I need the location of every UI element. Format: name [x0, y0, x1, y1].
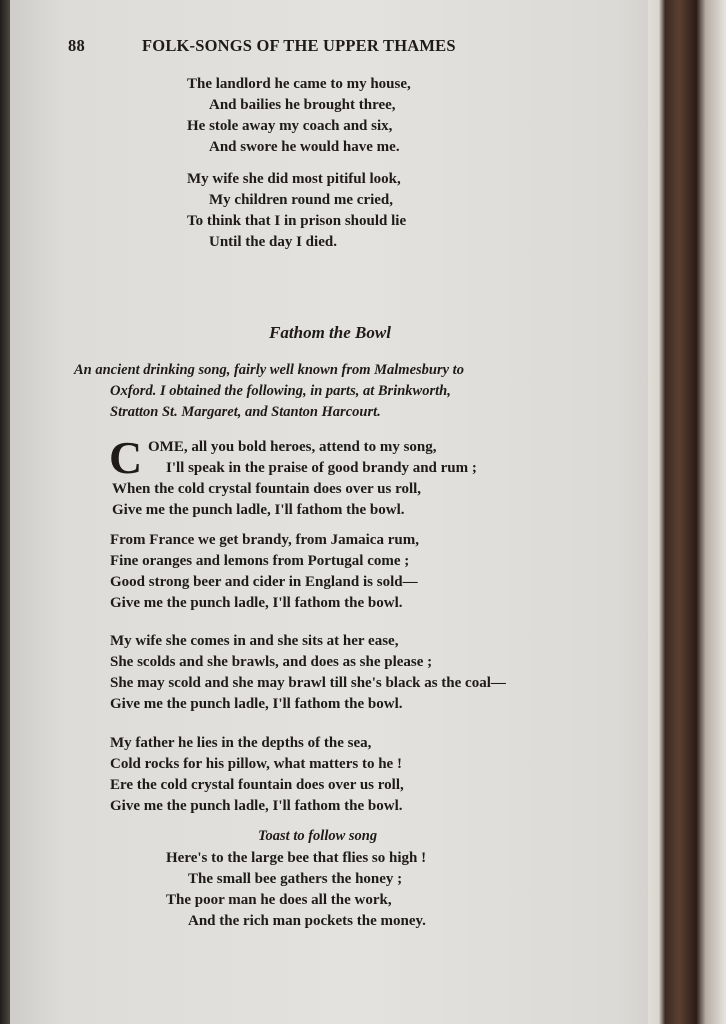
verse-line: When the cold crystal fountain does over us roll,	[112, 481, 422, 497]
intro-line: Oxford. I obtained the following, in parts, at Brinkworth,	[110, 383, 451, 399]
toast-heading: Toast to follow song	[258, 828, 378, 844]
verse-line: I'll speak in the praise of good brandy and rum ;	[166, 460, 477, 476]
verse-line: My children round me cried,	[209, 192, 394, 208]
verse-line: The landlord he came to my house,	[187, 76, 411, 92]
running-title: FOLK-SONGS OF THE UPPER THAMES	[142, 36, 456, 55]
verse-line: Cold rocks for his pillow, what matters to he !	[110, 756, 402, 772]
verse-line: She may scold and she may brawl till she's black as the coal—	[110, 675, 506, 691]
song-title: Fathom the Bowl	[269, 323, 391, 342]
verse-line: Give me the punch ladle, I'll fathom the bowl.	[110, 696, 403, 712]
previous-song-stanza-1	[187, 74, 411, 158]
verse-line: He stole away my coach and six,	[187, 118, 393, 134]
drop-cap: C	[109, 432, 143, 483]
song-stanza-3	[110, 631, 506, 715]
verse-line: Good strong beer and cider in England is sold—	[110, 574, 418, 590]
verse-line: OME, all you bold heroes, attend to my song,	[148, 439, 437, 455]
verse-line: Here's to the large bee that flies so high !	[166, 850, 427, 866]
verse-line: And bailies he brought three,	[209, 97, 396, 113]
verse-line: My wife she comes in and she sits at her ease,	[110, 633, 399, 649]
verse-line: My wife she did most pitiful look,	[187, 171, 401, 187]
verse-line: The poor man he does all the work,	[166, 892, 392, 908]
song-introduction	[74, 360, 594, 423]
verse-line: Give me the punch ladle, I'll fathom the bowl.	[112, 502, 405, 518]
song-stanza-4	[110, 733, 404, 817]
intro-line: Stratton St. Margaret, and Stanton Harcourt.	[110, 404, 381, 420]
page-number: 88	[68, 36, 85, 55]
book-binding-edge	[648, 0, 726, 1024]
verse-line: Ere the cold crystal fountain does over us roll,	[110, 777, 404, 793]
verse-line: Until the day I died.	[209, 234, 337, 250]
verse-line: Give me the punch ladle, I'll fathom the bowl.	[110, 595, 403, 611]
verse-line: From France we get brandy, from Jamaica rum,	[110, 532, 419, 548]
toast-stanza	[166, 848, 426, 932]
song-stanza-1	[109, 432, 477, 521]
verse-line: My father he lies in the depths of the sea,	[110, 735, 372, 751]
verse-line: And the rich man pockets the money.	[188, 913, 426, 929]
verse-line: The small bee gathers the honey ;	[188, 871, 403, 887]
song-stanza-2	[110, 530, 419, 614]
verse-line: And swore he would have me.	[209, 139, 400, 155]
verse-line: To think that I in prison should lie	[187, 213, 407, 229]
verse-line: Give me the punch ladle, I'll fathom the bowl.	[110, 798, 403, 814]
book-page	[10, 0, 700, 1024]
show-through-texture	[66, 262, 626, 286]
verse-line: Fine oranges and lemons from Portugal come ;	[110, 553, 410, 569]
previous-song-stanza-2	[187, 169, 406, 253]
verse-line: She scolds and she brawls, and does as she please ;	[110, 654, 433, 670]
intro-line: An ancient drinking song, fairly well known from Malmesbury to	[74, 362, 464, 378]
